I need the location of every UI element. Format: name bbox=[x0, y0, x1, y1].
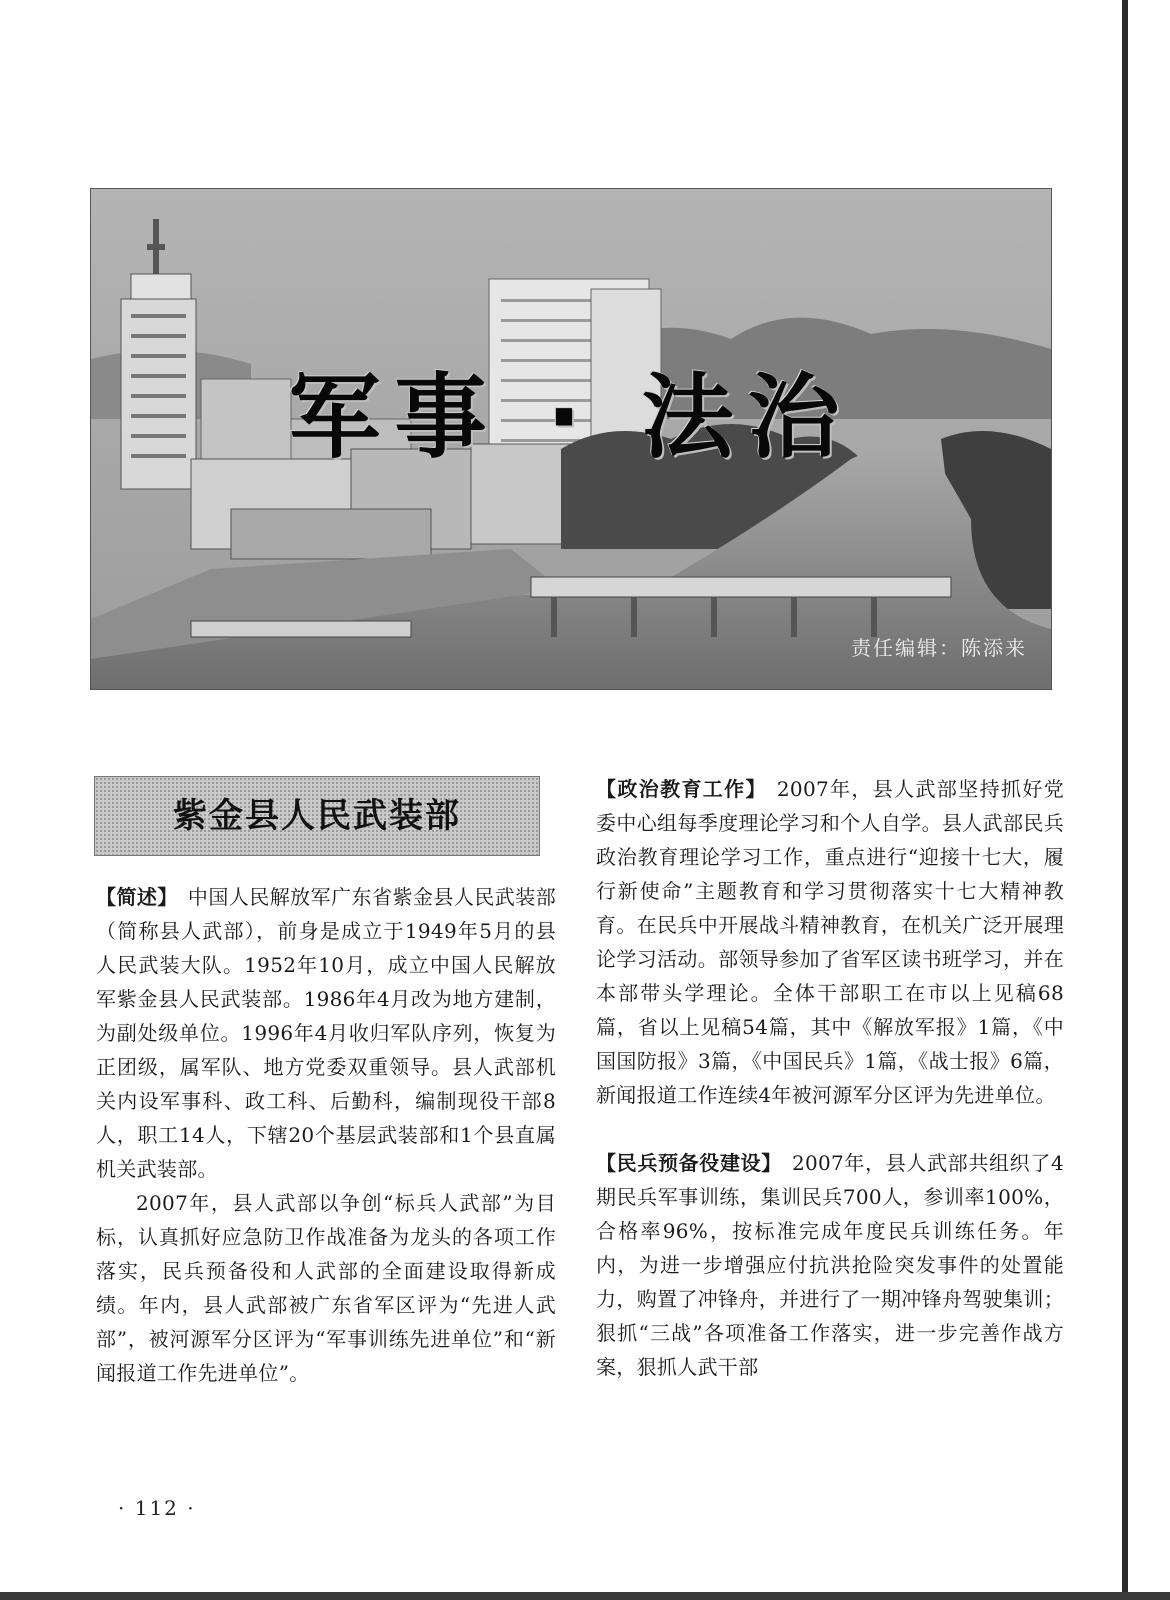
editor-credit: 责任编辑：陈添来 bbox=[851, 636, 1027, 660]
section-heading-box bbox=[94, 776, 540, 856]
left-column bbox=[96, 880, 556, 1390]
militia-reserve-paragraph bbox=[596, 1146, 1064, 1384]
banner-photo bbox=[90, 188, 1052, 690]
political-education-text: 2007年，县人武部坚持抓好党委中心组每季度理论学习和个人自学。县人武部民兵政治教育理论学习工作，重点进行“迎接十七大，履行新使命”主题教育和学习贯彻落实十七大精神教育。在民兵中开展战斗精神教育，在机关广泛开展理论学习活动。部领导参加了省军区读书班学习，并在本部带头学理论。全体干部职工在市以上见稿68篇，省以上见稿54篇，其中《解放军报》1篇，《中国国防报》3篇，《中国民兵》1篇，《战士报》6篇，新闻报道工作连续4年被河源军分区评为先进单位。 bbox=[596, 777, 1064, 1107]
section-title: 紫金县人民武装部 bbox=[173, 796, 461, 836]
political-education-label: 【政治教育工作】 bbox=[596, 777, 767, 801]
scan-edge-right bbox=[1122, 0, 1128, 1600]
page-number: · 112 · bbox=[118, 1496, 196, 1520]
banner-title: 军事 · 法治 bbox=[288, 364, 854, 471]
overview-paragraph bbox=[96, 880, 556, 1186]
political-education-paragraph bbox=[596, 772, 1064, 1112]
overview-text: 中国人民解放军广东省紫金县人民武装部（简称县人武部），前身是成立于1949年5月的县人民武装大队。1952年10月，成立中国人民解放军紫金县人民武装部。1986年4月改为地方建制，为副处级单位。1996年4月收归军队序列，恢复为正团级，属军队、地方党委双重领导。县人武部机关内设军事科、政工科、后勤科，编制现役干部8人，职工14人，下辖20个基层武装部和1个县直属机关武装部。 bbox=[96, 885, 557, 1181]
militia-reserve-text: 2007年，县人武部共组织了4期民兵军事训练，集训民兵700人，参训率100%，合格率96%，按标准完成年度民兵训练任务。年内，为进一步增强应付抗洪抢险突发事件的处置能力，购置了冲锋舟，并进行了一期冲锋舟驾驶集训；狠抓“三战”各项准备工作落实，进一步完善作战方案，狠抓人武干部 bbox=[596, 1151, 1065, 1379]
right-column bbox=[596, 772, 1064, 1384]
militia-reserve-label: 【民兵预备役建设】 bbox=[596, 1151, 782, 1175]
scan-edge-bottom bbox=[0, 1592, 1170, 1600]
overview-label: 【简述】 bbox=[96, 885, 178, 909]
summary-paragraph: 2007年，县人武部以争创“标兵人武部”为目标，认真抓好应急防卫作战准备为龙头的各项工作落实，民兵预备役和人武部的全面建设取得新成绩。年内，县人武部被广东省军区评为“先进人武部”，被河源军分区评为“军事训练先进单位”和“新闻报道工作先进单位”。 bbox=[96, 1191, 556, 1385]
